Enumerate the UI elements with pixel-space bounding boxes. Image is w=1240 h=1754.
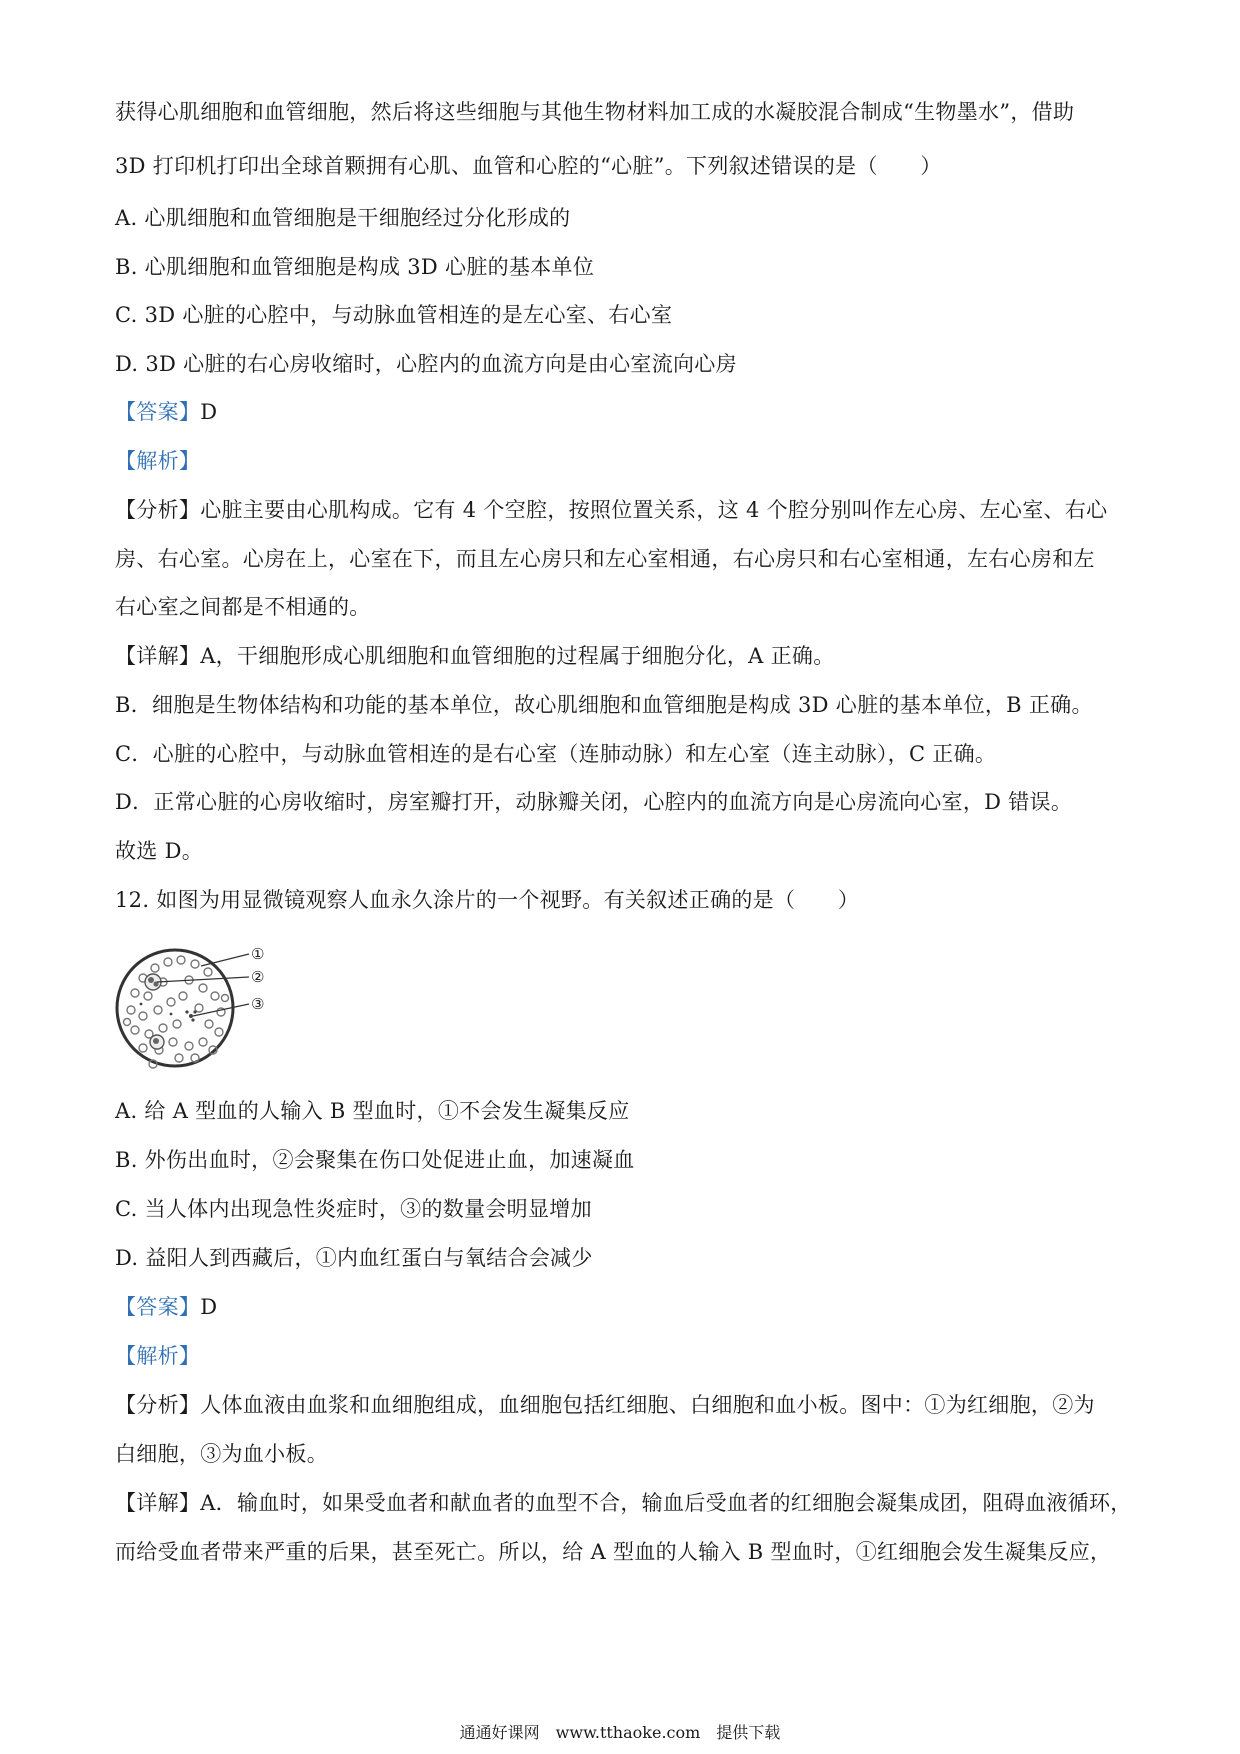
xiangjie-tag: 【详解】 [115, 644, 201, 668]
blood-smear-figure [113, 938, 275, 1078]
xiangjie-tag: 【详解】 [115, 1491, 201, 1515]
q11-stem-line-2: 3D 打印机打印出全球首颗拥有心肌、血管和心腔的“心脏”。下列叙述错误的是（ ） [115, 154, 942, 178]
analysis-tag: 【解析】 [115, 1344, 201, 1368]
q12-stem: 12. 如图为用显微镜观察人血永久涂片的一个视野。有关叙述正确的是（ ） [115, 888, 860, 912]
q11-stem-line-1: 获得心肌细胞和血管细胞，然后将这些细胞与其他生物材料加工成的水凝胶混合制成“生物墨水”，借助 [115, 100, 1075, 124]
label-2: ② [251, 968, 265, 986]
q11-option-c: C. 3D 心脏的心腔中，与动脉血管相连的是左心室、右心室 [115, 303, 673, 327]
q12-option-d: D. 益阳人到西藏后，①内血红蛋白与氧结合会减少 [115, 1246, 593, 1270]
label-3: ③ [251, 995, 265, 1013]
q11-xiangjie-a [115, 641, 835, 671]
answer-tag: 【答案】 [115, 1295, 201, 1319]
q12-xiangjie-line-2: 而给受血者带来严重的后果，甚至死亡。所以，给 A 型血的人输入 B 型血时，①红细胞会发生凝集反应， [115, 1540, 1112, 1564]
q12-answer [115, 1292, 217, 1322]
answer-tag: 【答案】 [115, 400, 201, 424]
q11-xiangjie-b: B．细胞是生物体结构和功能的基本单位，故心肌细胞和血管细胞是构成 3D 心脏的基本单位，B 正确。 [115, 693, 1093, 717]
q12-option-a: A. 给 A 型血的人输入 B 型血时，①不会发生凝集反应 [115, 1099, 630, 1123]
fenxi-text: 心脏主要由心肌构成。它有 4 个空腔，按照位置关系，这 4 个腔分别叫作左心房、左心室、右心 [200, 498, 1108, 522]
q11-option-d: D. 3D 心脏的右心房收缩时，心腔内的血流方向是由心室流向心房 [115, 352, 737, 376]
q11-fenxi-line-2: 房、右心室。心房在上，心室在下，而且左心房只和左心室相通，右心房只和右心室相通，左右心房和左 [115, 547, 1095, 571]
page-footer: 通通好课网 www.tthaoke.com 提供下载 [459, 1723, 781, 1742]
q12-option-c: C. 当人体内出现急性炎症时，③的数量会明显增加 [115, 1197, 592, 1221]
figure-labels [251, 945, 264, 1013]
q11-option-b: B. 心肌细胞和血管细胞是构成 3D 心脏的基本单位 [115, 255, 595, 279]
q12-option-b: B. 外伤出血时，②会聚集在伤口处促进止血，加速凝血 [115, 1148, 635, 1172]
label-1: ① [251, 945, 265, 963]
q11-xiangjie-d: D．正常心脏的心房收缩时，房室瓣打开，动脉瓣关闭，心腔内的血流方向是心房流向心室，D 错误。 [115, 790, 1073, 814]
q11-fenxi-line-3: 右心室之间都是不相通的。 [115, 595, 371, 619]
xiangjie-text: A．输血时，如果受血者和献血者的血型不合，输血后受血者的红细胞会凝集成团，阻碍血液循环， [200, 1491, 1132, 1515]
fenxi-tag: 【分析】 [115, 1393, 201, 1417]
q11-option-a: A. 心肌细胞和血管细胞是干细胞经过分化形成的 [115, 206, 571, 230]
answer-value: D [200, 1295, 218, 1319]
analysis-tag: 【解析】 [115, 449, 201, 473]
answer-value: D [200, 400, 218, 424]
q11-analysis-heading [115, 446, 200, 476]
q12-fenxi-line-1 [115, 1390, 1095, 1420]
microscope-field [117, 950, 249, 1068]
q12-xiangjie-line-1 [115, 1488, 1132, 1518]
q12-fenxi-line-2: 白细胞，③为血小板。 [115, 1442, 328, 1466]
q11-conclusion: 故选 D。 [115, 839, 204, 863]
fenxi-tag: 【分析】 [115, 498, 201, 522]
fenxi-text: 人体血液由血浆和血细胞组成，血细胞包括红细胞、白细胞和血小板。图中：①为红细胞，②为 [200, 1393, 1095, 1417]
xiangjie-text: A，干细胞形成心肌细胞和血管细胞的过程属于细胞分化，A 正确。 [200, 644, 835, 668]
q11-fenxi-line-1 [115, 495, 1107, 525]
q11-xiangjie-c: C．心脏的心腔中，与动脉血管相连的是右心室（连肺动脉）和左心室（连主动脉），C 正确。 [115, 742, 997, 766]
q12-analysis-heading [115, 1341, 200, 1371]
q11-answer [115, 397, 217, 427]
